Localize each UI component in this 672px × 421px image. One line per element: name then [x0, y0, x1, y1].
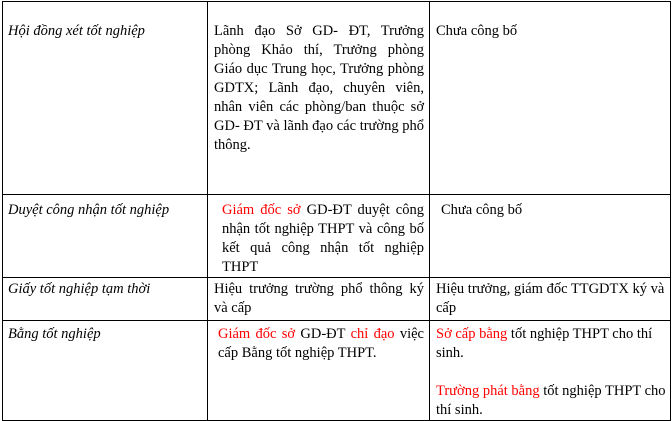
row-members-cell: [208, 195, 430, 278]
row-members-cell: [208, 2, 430, 195]
highlight-text: Trường phát bằng: [436, 383, 540, 399]
row-status: Hiệu trưởng, giám đốc TTGDTX ký và cấp: [436, 281, 665, 316]
row-status: tốt nghiệp THPT cho thí sinh.: [436, 326, 653, 361]
table-row-diploma: [3, 321, 671, 421]
status-paragraph: [436, 382, 666, 420]
row-status: Chưa công bố: [441, 202, 523, 218]
row-status: Chưa công bố: [436, 23, 518, 39]
row-name: Giấy tốt nghiệp tạm thời: [8, 281, 151, 297]
status-paragraph: [436, 325, 666, 363]
row-status: tốt nghiệp THPT cho thí sinh.: [436, 383, 666, 418]
row-name: Duyệt công nhận tốt nghiệp: [8, 202, 170, 218]
row-members: GD-ĐT: [295, 326, 351, 342]
row-members: Lãnh đạo Sở GD- ĐT, Trưởng phòng Khảo thí, Trưởng phòng Giáo dục Trung học, Trưởng phòng GDTX; Lãnh đạo, chuyên viên, nhân viên các phòng/ban thuộc sở GD- ĐT và lãnh đạo các trường phổ thông.: [214, 23, 424, 153]
table-row-approve-graduation: [3, 195, 671, 278]
row-name-cell: [3, 195, 208, 278]
highlight-text: Giám đốc sở: [222, 202, 301, 218]
row-name: Hội đồng xét tốt nghiệp: [8, 23, 145, 39]
row-name: Bằng tốt nghiệp: [8, 326, 101, 342]
row-name-cell: [3, 321, 208, 421]
table-row-temporary-certificate: [3, 278, 671, 321]
row-members: Hiệu trưởng trường phổ thông ký và cấp: [214, 281, 424, 316]
row-members-cell: [208, 321, 430, 421]
row-members-cell: [208, 278, 430, 321]
row-status-cell: [430, 321, 671, 421]
paragraph-gap: [436, 363, 666, 382]
row-name-cell: [3, 2, 208, 195]
row-status-cell: [430, 195, 671, 278]
row-members: việc cấp Bằng tốt nghiệp THPT.: [218, 326, 424, 361]
table-row-graduation-council: [3, 2, 671, 195]
row-status-cell: [430, 2, 671, 195]
row-name-cell: [3, 278, 208, 321]
row-members: GD-ĐT duyệt công nhận tốt nghiệp THPT và công bố kết quả công nhận tốt nghiệp THPT: [222, 202, 424, 275]
highlight-text: chỉ đạo: [350, 326, 395, 342]
row-status-cell: [430, 278, 671, 321]
highlight-text: Giám đốc sở: [218, 326, 296, 342]
graduation-authority-table: [2, 1, 671, 421]
highlight-text: Sở cấp bằng: [436, 326, 508, 342]
